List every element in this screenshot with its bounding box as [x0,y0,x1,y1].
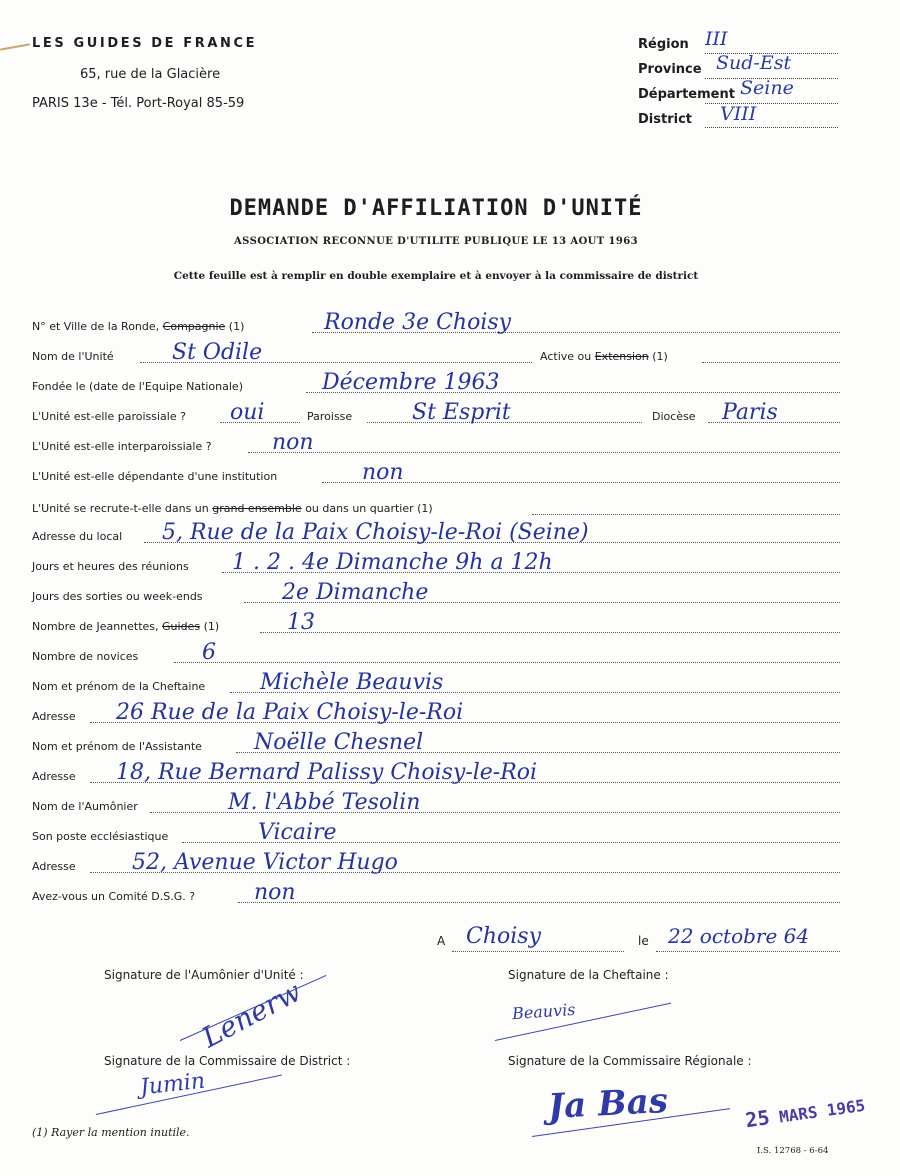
signature-commissaire-district: Jumin [138,1068,207,1101]
field-value: 18, Rue Bernard Palissy Choisy-le-Roi [116,760,538,785]
org-city-phone: PARIS 13e - Tél. Port-Royal 85-59 [32,96,245,111]
field-value: 5, Rue de la Paix Choisy-le-Roi (Seine) [162,520,589,545]
field-value: 2e Dimanche [282,580,429,605]
field-label: Adresse [32,770,76,783]
diocese-label: Diocèse [652,410,696,423]
field-label: Fondée le (date de l'Equipe Nationale) [32,380,243,393]
field-reunions [32,550,840,575]
field-aumonier [32,790,840,815]
field-label: Son poste ecclésiastique [32,830,169,843]
region-value: III [705,28,728,50]
field-value: Décembre 1963 [322,370,500,395]
field-label: L'Unité est-elle interparoissiale ? [32,440,212,453]
signature-commissaire-regionale: Ja Bas [547,1080,669,1128]
province-label: Province [638,62,702,77]
field-value: 13 [287,610,315,635]
field-label: Jours et heures des réunions [32,560,189,573]
field-sorties [32,580,840,605]
field-recrute [32,495,840,517]
field-label: N° et Ville de la Ronde, Compagnie (1) [32,320,245,333]
field-assistante-adresse [32,760,840,785]
signature-commissaire-district-label: Signature de la Commissaire de District : [104,1054,351,1068]
field-jeannettes [32,610,840,635]
active-label: Active ou Extension (1) [540,350,668,363]
field-label: Nom de l'Unité [32,350,114,363]
field-value: St Odile [172,340,263,365]
region-label: Région [638,37,689,52]
district-line [705,126,838,128]
field-value: Michèle Beauvis [260,670,444,695]
field-label: Nombre de novices [32,650,139,663]
field-paroissiale [32,400,840,425]
field-label: Nom de l'Aumônier [32,800,138,813]
field-value: non [272,430,314,455]
paper-mark [0,43,30,50]
form-subtitle: ASSOCIATION RECONNUE D'UTILITE PUBLIQUE LE 13 AOUT 1963 [234,236,638,247]
paroisse-label: Paroisse [307,410,353,423]
field-value: 1 . 2 . 4e Dimanche 9h a 12h [232,550,553,575]
field-label: Adresse [32,710,76,723]
field-aumonier-adresse [32,850,840,875]
field-novices [32,640,840,665]
field-value: 26 Rue de la Paix Choisy-le-Roi [116,700,464,725]
field-interparoissiale [32,430,840,455]
field-label: L'Unité est-elle dépendante d'une institution [32,470,278,483]
field-value: M. l'Abbé Tesolin [228,790,421,815]
print-reference: I.S. 12768 - 6-64 [757,1146,829,1156]
place-label: A [437,934,446,948]
field-label: Jours des sorties ou week-ends [32,590,203,603]
field-ronde [32,310,840,335]
field-label: L'Unité se recrute-t-elle dans un grand ensemble ou dans un quartier (1) [32,502,433,515]
signature-aumonier-label: Signature de l'Aumônier d'Unité : [104,968,304,982]
place-line [452,950,624,952]
field-value: non [362,460,404,485]
field-label: Adresse [32,860,76,873]
field-value: Noëlle Chesnel [254,730,424,755]
field-value: non [254,880,296,905]
field-label: Nombre de Jeannettes, Guides (1) [32,620,220,633]
field-value: 6 [202,640,216,665]
field-value: Ronde 3e Choisy [324,310,512,335]
paroisse-value: St Esprit [412,400,511,425]
field-institution [32,460,840,485]
field-fondee [32,370,840,395]
field-label: Nom et prénom de la Cheftaine [32,680,206,693]
date-label: le [638,934,649,948]
district-label: District [638,112,692,127]
field-assistante [32,730,840,755]
footnote: (1) Rayer la mention inutile. [32,1126,190,1139]
org-address: 65, rue de la Glacière [80,67,221,82]
field-local [32,520,840,545]
field-label: Avez-vous un Comité D.S.G. ? [32,890,196,903]
form-instruction: Cette feuille est à remplir en double exemplaire et à envoyer à la commissaire de district [173,270,699,282]
signature-commissaire-regionale-label: Signature de la Commissaire Régionale : [508,1054,752,1068]
diocese-value: Paris [722,400,778,425]
field-value: 52, Avenue Victor Hugo [132,850,398,875]
field-value: Vicaire [258,820,337,845]
field-label: Nom et prénom de l'Assistante [32,740,202,753]
signature-cheftaine-label: Signature de la Cheftaine : [508,968,669,982]
field-poste [32,820,840,845]
signature-aumonier: Lenerw [196,974,307,1055]
date-line [656,950,840,952]
departement-label: Département [638,87,735,102]
form-title: DEMANDE D'AFFILIATION D'UNITÉ [229,196,643,221]
field-value: oui [230,400,265,425]
field-label: Adresse du local [32,530,123,543]
date-stamp: 25 MARS 1965 [743,1095,867,1133]
field-unite [32,340,840,365]
departement-value: Seine [740,77,794,99]
org-name: LES GUIDES DE FRANCE [32,36,258,51]
signature-cheftaine: Beauvis [511,999,577,1024]
place-value: Choisy [466,924,542,949]
date-value: 22 octobre 64 [668,924,810,948]
province-value: Sud-Est [716,52,792,74]
field-cheftaine-adresse [32,700,840,725]
field-cheftaine [32,670,840,695]
field-label: L'Unité est-elle paroissiale ? [32,410,186,423]
district-value: VIII [720,103,757,125]
field-comite [32,880,840,905]
